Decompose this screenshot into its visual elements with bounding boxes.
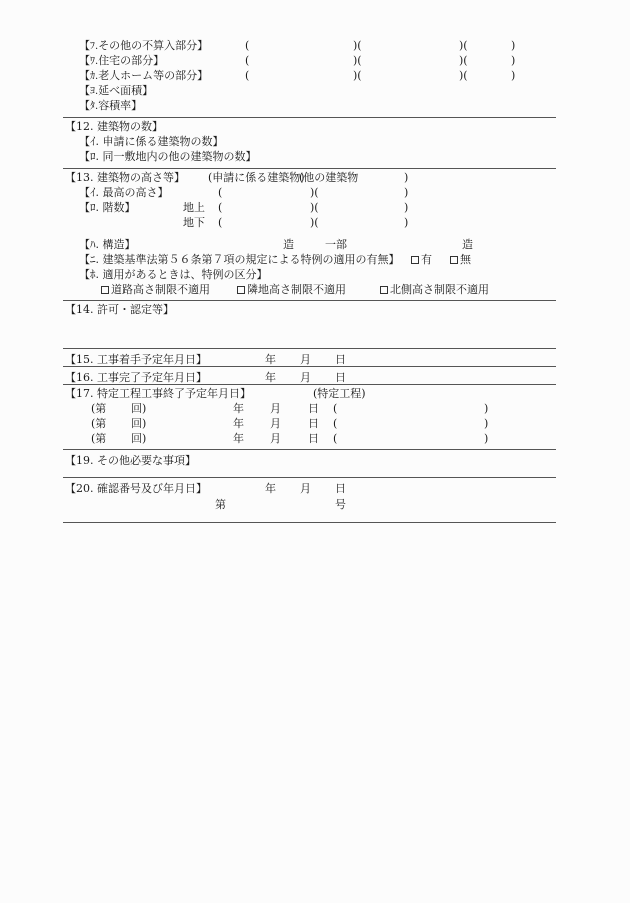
form-row-total-floor-area xyxy=(63,83,556,98)
row-sublabel-below-ground: 地下 xyxy=(183,216,205,229)
structure-ichibu: 一部 xyxy=(325,238,347,251)
paren-other-close[interactable]: ) xyxy=(404,186,409,199)
section-17-title-row xyxy=(63,385,556,401)
checkbox-special-case-yes[interactable] xyxy=(411,252,432,267)
day-unit: 日 xyxy=(308,417,319,430)
section-20-fill-area[interactable] xyxy=(63,512,556,522)
section-15-row xyxy=(63,349,556,366)
paren-other-close[interactable]: ) xyxy=(404,201,409,214)
paren-col-1-close-2-open[interactable]: )( xyxy=(353,39,362,52)
section-20-number-row xyxy=(63,495,556,512)
section-19-title-row xyxy=(63,450,556,467)
month-unit: 月 xyxy=(270,417,281,430)
paren-col-1-close-2-open[interactable]: )( xyxy=(353,54,362,67)
row-label: 【ｲ. 最高の高さ】 xyxy=(79,186,169,199)
checkbox-special-case-no[interactable] xyxy=(450,252,471,267)
section-20-gou-suffix: 号 xyxy=(335,498,346,511)
paren-col-2-close-3-open[interactable]: )( xyxy=(459,39,468,52)
checkbox-north-height-limit-exempt[interactable] xyxy=(380,282,489,297)
section-13-building-height xyxy=(63,168,556,300)
section-17-col-header: (特定工程) xyxy=(313,387,366,400)
row-sublabel-above-ground: 地上 xyxy=(183,201,205,214)
paren-applied-close-other-open[interactable]: )( xyxy=(310,216,319,229)
form-row-elderly-home-part xyxy=(63,68,556,83)
day-unit: 日 xyxy=(308,432,319,445)
paren-col-1-open[interactable]: ( xyxy=(245,54,250,67)
section-19-other-necessary-matters xyxy=(63,449,556,477)
paren-col-2-close-3-open[interactable]: )( xyxy=(459,54,468,67)
row-label: 【ﾖ.延べ面積】 xyxy=(79,84,154,97)
checkbox-label: 隣地高さ制限不適用 xyxy=(247,283,346,296)
section-13-row-max-height xyxy=(63,185,556,200)
section-20-day-unit: 日 xyxy=(335,482,346,495)
structure-zou-1: 造 xyxy=(283,238,294,251)
form-row-other-non-counted xyxy=(63,38,556,53)
checkbox-icon xyxy=(411,256,419,264)
section-13-row-structure xyxy=(63,237,556,252)
month-unit: 月 xyxy=(270,432,281,445)
paren-applied-close-other-open[interactable]: )( xyxy=(310,201,319,214)
day-unit: 日 xyxy=(308,402,319,415)
section-13-col-header-applied: (申請に係る建築物) xyxy=(208,171,305,184)
paren-other-close[interactable]: ) xyxy=(404,216,409,229)
form-row-floor-area-ratio xyxy=(63,98,556,113)
section-20-dai-prefix: 第 xyxy=(215,498,226,511)
section-12-item-other-same-site xyxy=(63,149,556,164)
section-12-title-row xyxy=(63,118,556,134)
paren-applied-open[interactable]: ( xyxy=(218,186,223,199)
section-13-row-special-category-label xyxy=(63,267,556,282)
paren-applied-open[interactable]: ( xyxy=(218,216,223,229)
section-20-month-unit: 月 xyxy=(300,482,311,495)
section-12-item-label: 【ｲ. 申請に係る建築物の数】 xyxy=(79,135,224,148)
section-13-row-special-case xyxy=(63,252,556,267)
section-13-col-header-other-close: ) xyxy=(404,171,409,184)
process-paren-open[interactable]: ( xyxy=(333,432,338,445)
section-13-row-floors-above xyxy=(63,200,556,215)
year-unit: 年 xyxy=(233,417,244,430)
checkbox-label: 道路高さ制限不適用 xyxy=(111,283,210,296)
structure-zou-2: 造 xyxy=(462,238,473,251)
section-16-title: 【16. 工事完了予定年月日】 xyxy=(65,371,207,384)
section-15-year-unit: 年 xyxy=(265,353,276,366)
row-label: 【ｶ.老人ホーム等の部分】 xyxy=(79,69,209,82)
section-12-title: 【12. 建築物の数】 xyxy=(65,120,163,133)
year-unit: 年 xyxy=(233,432,244,445)
section-14-permission-certification xyxy=(63,300,556,348)
paren-applied-open[interactable]: ( xyxy=(218,201,223,214)
paren-col-3-close[interactable]: ) xyxy=(511,39,516,52)
process-paren-close[interactable]: ) xyxy=(484,402,489,415)
round-prefix: (第 xyxy=(91,417,107,430)
section-continued-area-items xyxy=(63,38,556,117)
process-paren-open[interactable]: ( xyxy=(333,417,338,430)
section-16-year-unit: 年 xyxy=(265,371,276,384)
section-15-title: 【15. 工事着手予定年月日】 xyxy=(65,353,207,366)
section-14-fill-area[interactable] xyxy=(63,317,556,348)
checkbox-adjacent-height-limit-exempt[interactable] xyxy=(237,282,346,297)
round-prefix: (第 xyxy=(91,432,107,445)
section-13-row-floors-below xyxy=(63,215,556,230)
paren-col-1-open[interactable]: ( xyxy=(245,69,250,82)
special-category-label: 【ﾎ. 適用があるときは、特例の区分】 xyxy=(79,268,268,281)
section-12-item-label: 【ﾛ. 同一敷地内の他の建築物の数】 xyxy=(79,150,257,163)
paren-col-3-close[interactable]: ) xyxy=(511,54,516,67)
paren-applied-close-other-open[interactable]: )( xyxy=(310,186,319,199)
round-suffix: 回) xyxy=(131,402,147,415)
section-14-title-row xyxy=(63,301,556,317)
form-row-residence-part xyxy=(63,53,556,68)
paren-col-2-close-3-open[interactable]: )( xyxy=(459,69,468,82)
round-suffix: 回) xyxy=(131,417,147,430)
section-13-title: 【13. 建築物の高さ等】 xyxy=(65,171,185,184)
section-20-title-row xyxy=(63,478,556,495)
checkbox-icon xyxy=(101,286,109,294)
section-16-construction-completion-date xyxy=(63,366,556,384)
paren-col-3-close[interactable]: ) xyxy=(511,69,516,82)
section-15-month-unit: 月 xyxy=(300,353,311,366)
checkbox-label: 北側高さ制限不適用 xyxy=(390,283,489,296)
section-13-title-row xyxy=(63,169,556,185)
section-14-title: 【14. 許可・認定等】 xyxy=(65,303,174,316)
section-12-building-count xyxy=(63,117,556,168)
section-17-row-3 xyxy=(63,431,556,446)
section-17-specified-process-completion-date xyxy=(63,384,556,449)
section-12-item-applied xyxy=(63,134,556,149)
special-case-label: 【ﾆ. 建築基準法第５６条第７項の規定による特例の適用の有無】 xyxy=(79,253,400,266)
year-unit: 年 xyxy=(233,402,244,415)
section-20-year-unit: 年 xyxy=(265,482,276,495)
section-15-day-unit: 日 xyxy=(335,353,346,366)
section-17-row-1 xyxy=(63,401,556,416)
row-label: 【ﾜ.住宅の部分】 xyxy=(79,54,165,67)
structure-label: 【ﾊ. 構造】 xyxy=(79,238,136,251)
row-label: 【ﾀ.容積率】 xyxy=(79,99,143,112)
process-paren-close[interactable]: ) xyxy=(484,417,489,430)
checkbox-icon xyxy=(380,286,388,294)
section-20-confirmation-number-and-date xyxy=(63,477,556,523)
row-gap xyxy=(63,230,556,237)
checkbox-icon xyxy=(450,256,458,264)
section-16-row xyxy=(63,367,556,384)
month-unit: 月 xyxy=(270,402,281,415)
section-19-title: 【19. その他必要な事項】 xyxy=(65,454,196,467)
process-paren-close[interactable]: ) xyxy=(484,432,489,445)
section-17-title: 【17. 特定工程工事終了予定年月日】 xyxy=(65,387,251,400)
process-paren-open[interactable]: ( xyxy=(333,402,338,415)
paren-col-1-open[interactable]: ( xyxy=(245,39,250,52)
round-prefix: (第 xyxy=(91,402,107,415)
checkbox-road-height-limit-exempt[interactable] xyxy=(101,282,210,297)
section-13-row-special-category-options xyxy=(63,282,556,297)
checkbox-icon xyxy=(237,286,245,294)
section-16-month-unit: 月 xyxy=(300,371,311,384)
paren-col-1-close-2-open[interactable]: )( xyxy=(353,69,362,82)
section-16-day-unit: 日 xyxy=(335,371,346,384)
section-20-title: 【20. 確認番号及び年月日】 xyxy=(65,482,207,495)
application-form xyxy=(63,38,556,523)
row-label: 【ﾛ. 階数】 xyxy=(79,201,136,214)
section-17-row-2 xyxy=(63,416,556,431)
checkbox-label: 有 xyxy=(421,253,432,266)
section-13-col-header-other: (他の建築物 xyxy=(299,171,359,184)
row-label: 【ﾌ.その他の不算入部分】 xyxy=(79,39,209,52)
round-suffix: 回) xyxy=(131,432,147,445)
section-15-construction-start-date xyxy=(63,348,556,366)
checkbox-label: 無 xyxy=(460,253,471,266)
